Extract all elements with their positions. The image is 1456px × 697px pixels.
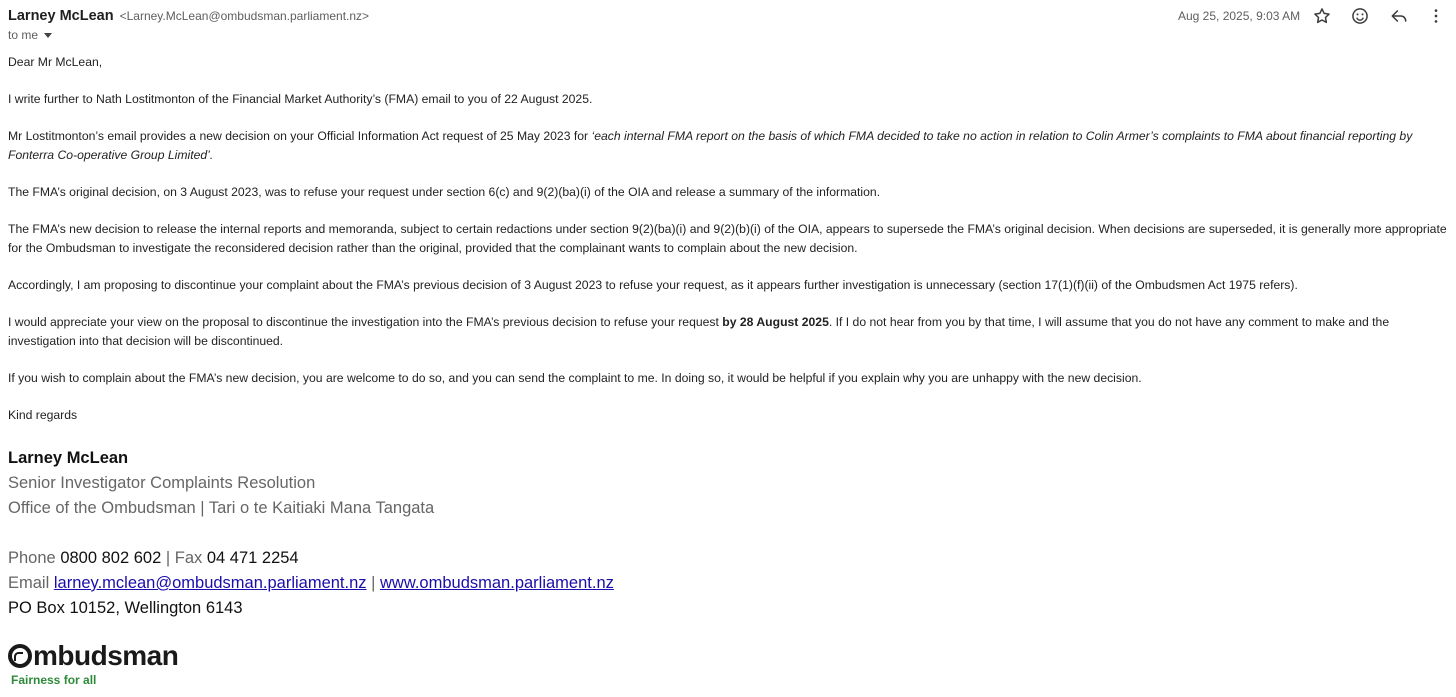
emoji-icon[interactable] (1349, 5, 1371, 27)
sender[interactable] (8, 8, 369, 24)
logo-wordmark (8, 640, 178, 672)
paragraph-6 (8, 313, 1448, 351)
paragraph-5: Accordingly, I am proposing to discontinue your complaint about the FMA’s previous decision of 3 August 2023 to refuse your request, as it appears further investigation is unnecessary (section 17(1)(f)(ii) of the Ombudsmen Act 1975 refers). (8, 278, 1298, 292)
recipients-label: to me (8, 28, 39, 42)
reply-icon[interactable] (1388, 5, 1410, 27)
separator: | (371, 574, 376, 592)
paragraph-7: If you wish to complain about the FMA’s new decision, you are welcome to do so, and you can send the complaint to me. In doing so, it would be helpful if you explain why you are unhappy with the new decision. (8, 371, 1142, 385)
fax-number: 04 471 2254 (206, 549, 299, 567)
star-icon[interactable] (1311, 5, 1333, 27)
deadline-date: by 28 August 2025 (722, 315, 829, 329)
paragraph-2-text: Mr Lostitmonton’s email provides a new decision on your Official Information Act request of 25 May 2023 for (8, 129, 592, 143)
signature-email-line (8, 571, 614, 596)
paragraph-3: The FMA’s original decision, on 3 August 2023, was to refuse your request under section 6(c) and 9(2)(ba)(i) of the OIA and release a summary of the information. (8, 185, 881, 199)
sender-name[interactable]: Larney McLean (8, 8, 114, 24)
fax-label: Fax (174, 549, 203, 567)
paragraph-2 (8, 127, 1448, 165)
email-label: Email (8, 574, 50, 592)
paragraph-6-text-a: I would appreciate your view on the proposal to discontinue the investigation into the FMA’s previous decision to refuse your request (8, 315, 723, 329)
paragraph-6-text-b: . If I do not hear from you by that time, I will assume that you do not have any comment to make and the investigation into that decision will be discontinued. (8, 315, 1390, 348)
greeting: Dear Mr McLean, (8, 55, 103, 69)
sender-email: <Larney.McLean@ombudsman.parliament.nz> (119, 9, 370, 23)
email-date: Aug 25, 2025, 9:03 AM (1178, 9, 1301, 23)
signature-title: Senior Investigator Complaints Resolution (8, 474, 316, 492)
separator: | (165, 549, 171, 567)
email-header (8, 7, 1456, 47)
request-quote: ‘each internal FMA report on the basis of which FMA decided to take no action in relation to Colin Armer’s complaints to FMA about financial reporting by Fonterra Co-operative Group Limited’. (8, 129, 1413, 162)
email-body (8, 53, 1448, 443)
signature (8, 446, 614, 621)
postal-address: PO Box 10152, Wellington 6143 (8, 599, 243, 617)
ombudsman-logo (8, 640, 208, 694)
logo-word: mbudsman (33, 640, 179, 671)
signature-spacer (8, 521, 614, 546)
more-vert-icon[interactable] (1425, 5, 1447, 27)
website-link[interactable]: www.ombudsman.parliament.nz (380, 574, 614, 592)
logo-tagline: Fairness for all (11, 673, 97, 687)
chevron-down-icon[interactable] (44, 33, 52, 38)
paragraph-4: The FMA’s new decision to release the internal reports and memoranda, subject to certain redactions under section 9(2)(ba)(i) and 9(2)(b)(i) of the OIA, appears to supersede the FMA’s original decision. When decisions are superseded, it is generally more appropriate for the Ombudsman to investigate the reconsidered decision rather than the original, provided that the complainant wants to complain about the new decision. (8, 222, 1447, 255)
phone-label: Phone (8, 549, 56, 567)
signature-office: Office of the Ombudsman | Tari o te Kaitiaki Mana Tangata (8, 499, 435, 517)
phone-number: 0800 802 602 (60, 549, 162, 567)
paragraph-1: I write further to Nath Lostitmonton of the Financial Market Authority’s (FMA) email to you of 22 August 2025. (8, 92, 593, 106)
signature-name: Larney McLean (8, 449, 129, 467)
email-link[interactable]: larney.mclean@ombudsman.parliament.nz (53, 574, 367, 592)
logo-o-emblem-icon (8, 644, 32, 668)
recipients-toggle[interactable] (8, 28, 52, 42)
closing: Kind regards (8, 408, 78, 422)
signature-phone-line (8, 546, 614, 571)
